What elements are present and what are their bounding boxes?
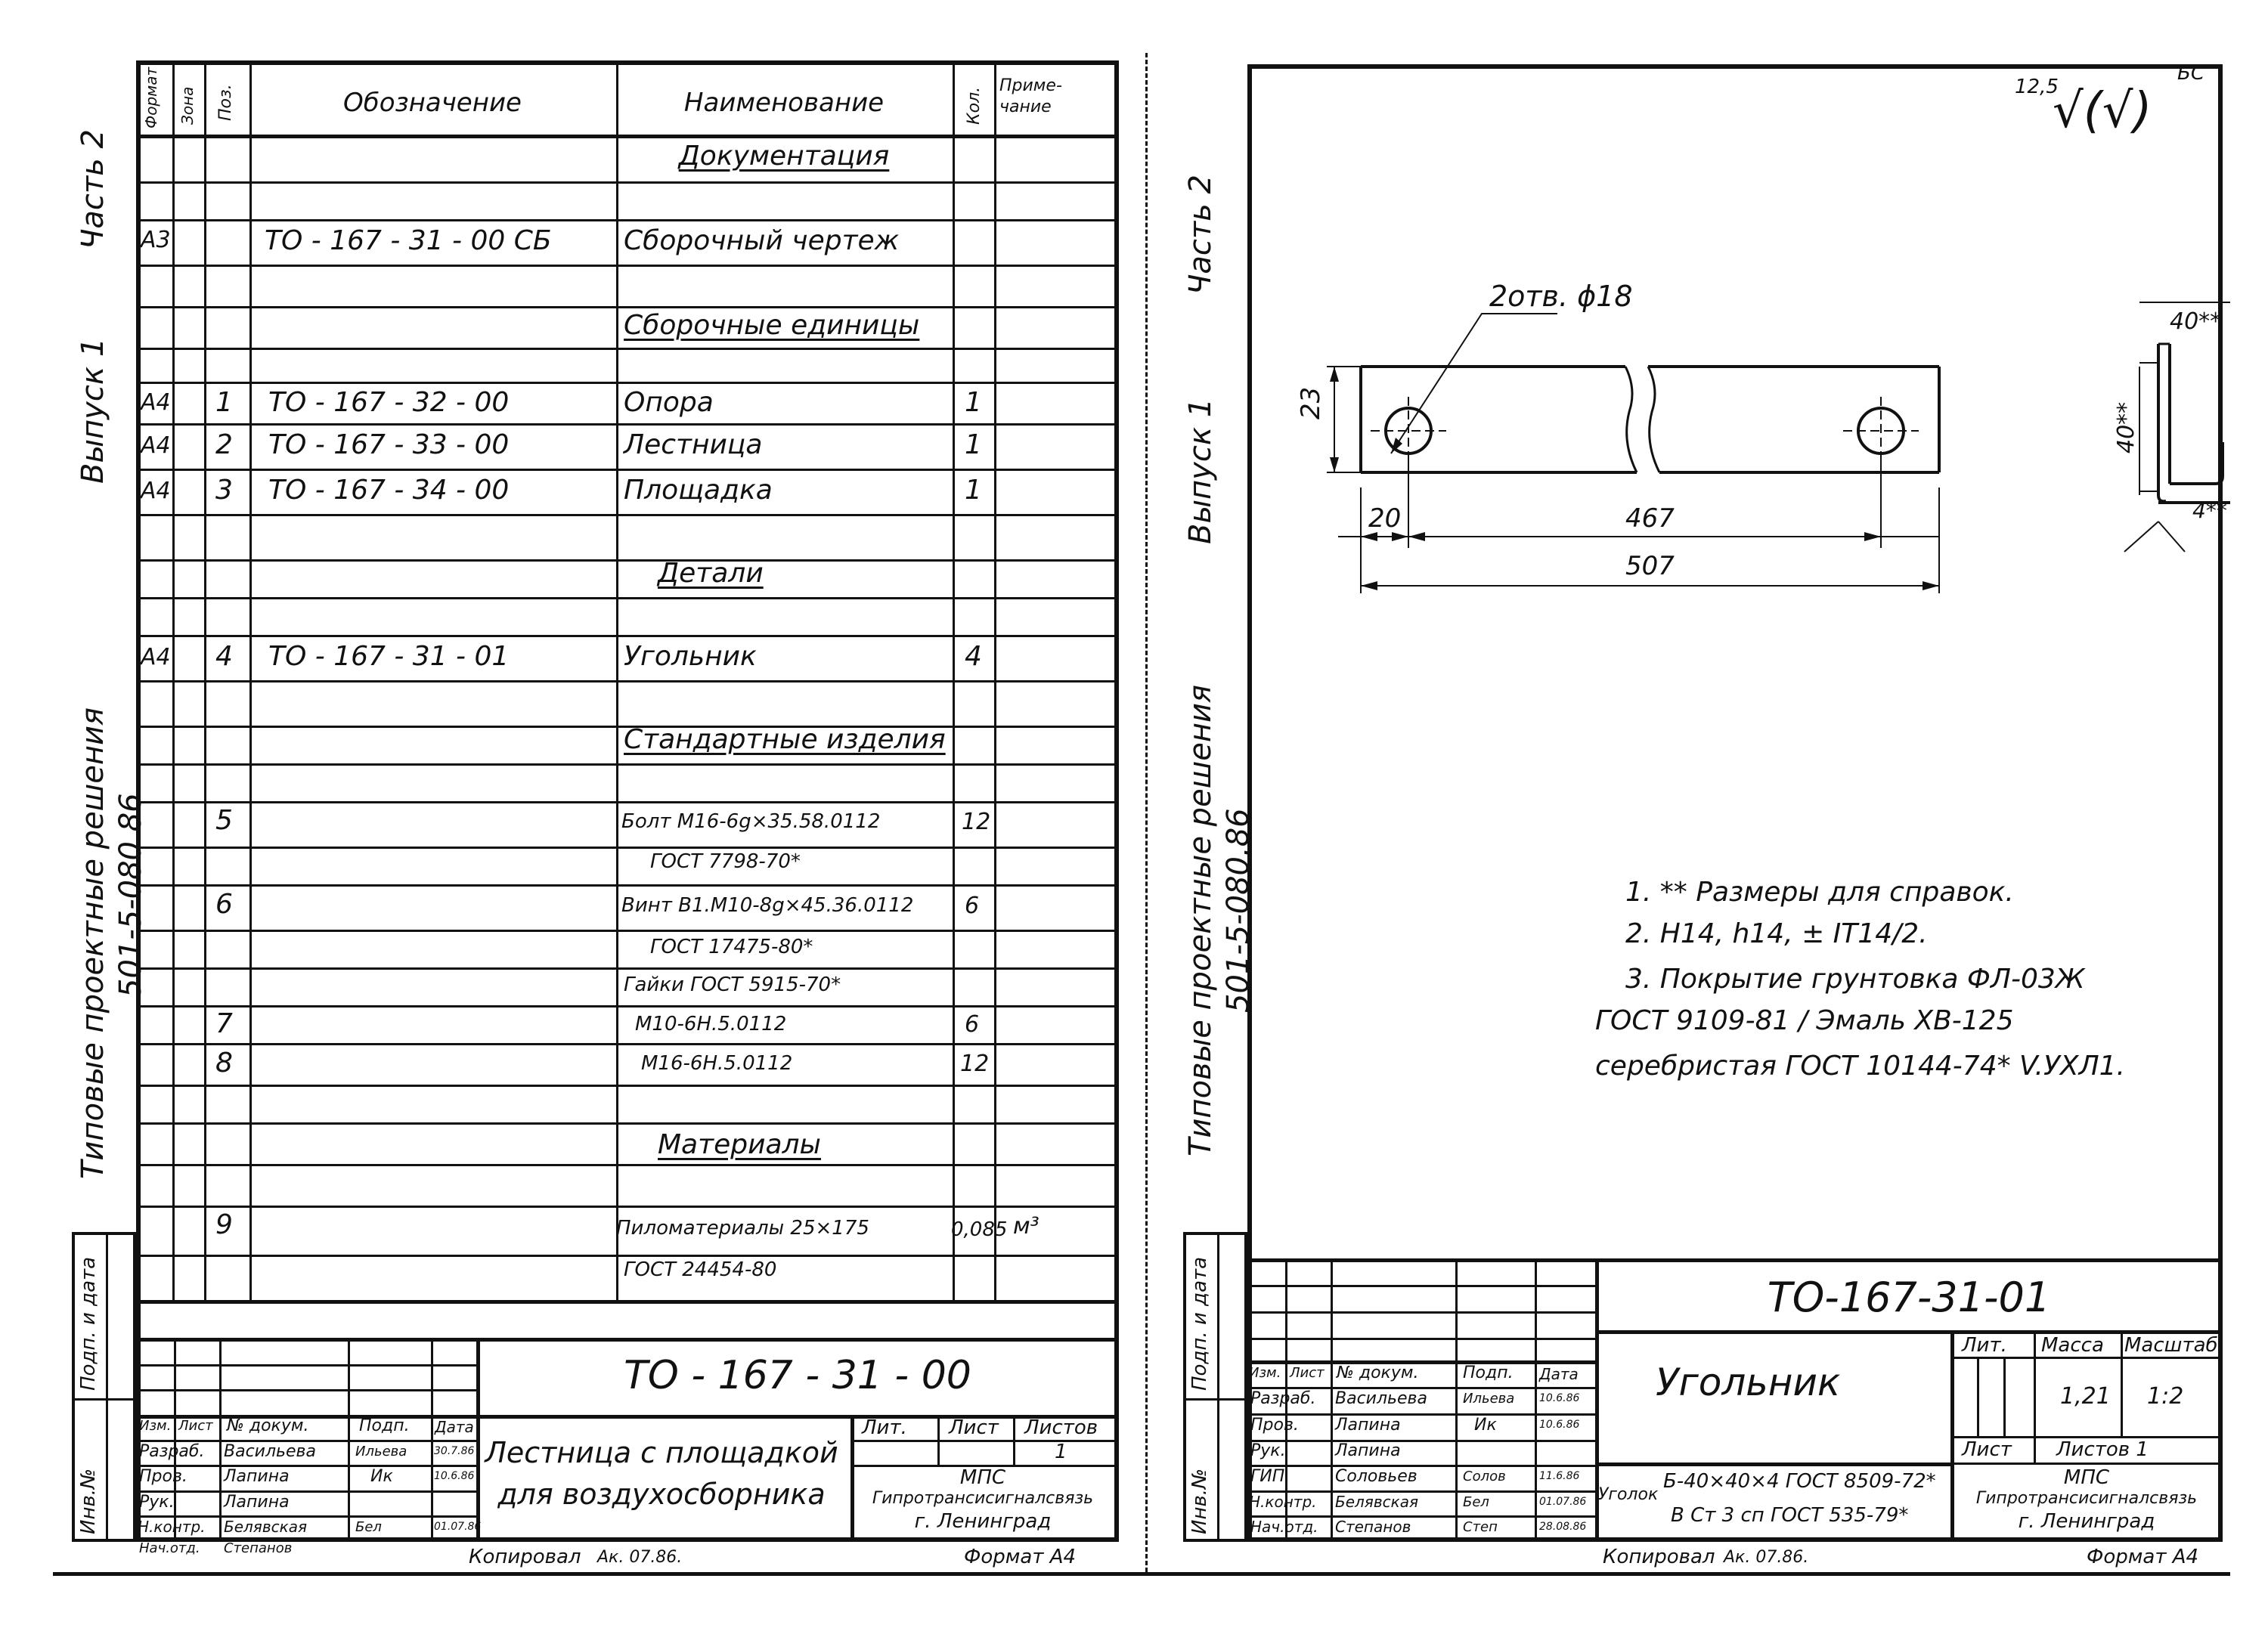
left-title-line1: Лестница с площадкой — [485, 1436, 838, 1469]
org-line2: Гипротрансисигналсвязь — [872, 1489, 1094, 1508]
spec-row-name: Пиломатериалы 25×175 — [616, 1217, 869, 1240]
spec-row-qty: 12 — [962, 809, 991, 835]
dim-flange-w: 40** — [2170, 308, 2222, 335]
stamp-role: ГИП — [1250, 1467, 1285, 1486]
stamp-sign: Бел — [1463, 1494, 1489, 1510]
spec-row-pos: 9 — [215, 1209, 233, 1240]
spec-row-format: А4 — [141, 389, 171, 416]
hdr-qty: Кол. — [965, 86, 984, 125]
note-line: 2. Н14, h14, ± IT14/2. — [1625, 918, 1928, 949]
stamp-col-label: Дата — [435, 1418, 474, 1436]
spec-row-name: Стандартные изделия — [624, 724, 946, 755]
stamp-name: Лапина — [224, 1493, 290, 1512]
left-side-part: Часть 2 — [76, 129, 110, 249]
stamp-date: 01.07.86 — [1539, 1496, 1587, 1508]
left-format: Формат А4 — [964, 1546, 1077, 1568]
stamp-date: 11.6.86 — [1539, 1470, 1580, 1482]
right-side-code: 501-5-080.86 — [1221, 808, 1256, 1013]
scale-label: Масштаб — [2124, 1334, 2218, 1357]
spec-row-pos: 5 — [215, 805, 233, 836]
spec-row-qty: 12 — [960, 1051, 990, 1077]
right-format: Формат А4 — [2087, 1546, 2199, 1568]
spec-row: Документация — [678, 141, 890, 172]
spec-row-pos: 6 — [215, 889, 233, 920]
stamp-name: Степанов — [1335, 1518, 1411, 1536]
material-line2: В Ст 3 сп ГОСТ 535-79* — [1671, 1504, 1909, 1527]
dim-edge: 20 — [1368, 503, 1402, 534]
right-side-part: Часть 2 — [1183, 175, 1218, 295]
left-side-code: 501-5-080.86 — [113, 793, 148, 998]
left-copied: Копировал — [469, 1546, 581, 1568]
hdr-name: Наименование — [683, 88, 885, 118]
material-line1: Б-40×40×4 ГОСТ 8509-72* — [1663, 1470, 1936, 1493]
spec-row-qty: 1 — [965, 387, 982, 418]
left-side-label-inv: Инв.№ — [77, 1468, 100, 1534]
lit-label: Лит. — [1962, 1334, 2007, 1357]
roughness-symbol: √(√) — [2053, 83, 2152, 139]
hdr-zone: Зона — [178, 86, 197, 125]
stamp-sign: Ик — [370, 1467, 393, 1486]
stamp-date: 30.7.86 — [434, 1445, 475, 1457]
spec-row-note: м³ — [1013, 1213, 1040, 1240]
stamp-role: Разраб. — [1250, 1389, 1316, 1408]
stamp-role: Нач.отд. — [1250, 1518, 1318, 1536]
spec-row-pos: 8 — [215, 1048, 233, 1079]
spec-row-format: А4 — [141, 478, 171, 504]
org-line1: МПС — [959, 1466, 1006, 1489]
sheet-label: Лист — [949, 1416, 999, 1439]
note-line: ГОСТ 9109-81 / Эмаль ХВ-125 — [1595, 1005, 2014, 1036]
spec-row-name: Площадка — [624, 475, 773, 506]
scale-value: 1:2 — [2147, 1383, 2184, 1410]
right-side-label-sign: Подп. и дата — [1188, 1256, 1211, 1391]
stamp-sign: Солов — [1463, 1469, 1506, 1484]
spec-row-format: А4 — [141, 644, 171, 670]
stamp-col-label: Подп. — [1463, 1363, 1514, 1382]
stamp-name: Лапина — [1335, 1416, 1401, 1435]
spec-row-name: ГОСТ 7798-70* — [650, 850, 801, 873]
left-copied-sign: Ак. 07.86. — [597, 1548, 683, 1567]
dim-length: 507 — [1625, 551, 1675, 581]
stamp-sign: Бел — [355, 1519, 382, 1535]
stamp-col-label: Изм. — [139, 1418, 172, 1434]
stamp-col-label: № докум. — [227, 1416, 309, 1435]
stamp-name: Белявская — [1335, 1493, 1418, 1511]
spec-row-name: Угольник — [624, 641, 757, 672]
holes-label: 2отв. ϕ18 — [1489, 280, 1633, 313]
left-side-label-sign: Подп. и дата — [77, 1256, 100, 1391]
spec-row-format: А3 — [141, 227, 171, 253]
corner-mark: БС — [2177, 62, 2204, 85]
mass-value: 1,21 — [2060, 1383, 2111, 1410]
stamp-date: 10.6.86 — [1539, 1392, 1580, 1404]
stamp-sign: Ик — [1474, 1416, 1497, 1435]
spec-row-name: Сборочные единицы — [624, 310, 920, 341]
page-baseline — [53, 1572, 2230, 1576]
stamp-name: Степанов — [224, 1540, 293, 1556]
stamp-sign: Ильева — [355, 1444, 407, 1459]
spec-row-qty: 0,085 — [951, 1218, 1008, 1241]
hdr-note: Приме-чание — [999, 76, 1062, 116]
spec-row-name: М10-6Н.5.0112 — [635, 1013, 787, 1035]
spec-row-pos: 4 — [215, 641, 233, 672]
spec-row-name: Материалы — [658, 1129, 821, 1160]
spec-row-format: А4 — [141, 432, 171, 459]
material-label: Уголок — [1598, 1485, 1659, 1504]
right-doc-number: ТО-167-31-01 — [1767, 1274, 2051, 1321]
right-copied-sign: Ак. 07.86. — [1724, 1548, 1809, 1567]
left-side-type: Типовые проектные решения — [76, 707, 110, 1179]
spec-row-pos: 1 — [215, 387, 233, 418]
stamp-role: Рук. — [139, 1493, 175, 1512]
spec-row-qty: 6 — [965, 893, 980, 919]
spec-row-name: Сборочный чертеж — [624, 225, 900, 256]
spec-row-qty: 1 — [965, 429, 982, 460]
sheet-label: Лист — [1962, 1438, 2012, 1461]
stamp-role: Разраб. — [139, 1442, 205, 1461]
hdr-designation: Обозначение — [343, 88, 522, 118]
spec-row-name: Детали — [658, 558, 764, 589]
stamp-role: Пров. — [1250, 1416, 1299, 1435]
spec-row-name: Болт М16-6g×35.58.0112 — [621, 810, 881, 833]
spec-row-designation: ТО - 167 - 34 - 00 — [268, 475, 510, 506]
stamp-sign: Степ — [1463, 1519, 1498, 1535]
stamp-name: Лапина — [224, 1467, 290, 1486]
spec-row-pos: 2 — [215, 429, 233, 460]
spec-row-designation: ТО - 167 - 31 - 00 СБ — [265, 225, 552, 256]
page-divider — [1145, 53, 1148, 1572]
stamp-col-label: Лист — [178, 1418, 213, 1434]
sheets-value: 1 — [1055, 1441, 1067, 1463]
right-side-type: Типовые проектные решения — [1183, 684, 1218, 1156]
stamp-sign: Ильева — [1463, 1391, 1515, 1407]
spec-row-pos: 3 — [215, 475, 233, 506]
org-line3: г. Ленинград — [914, 1510, 1052, 1533]
right-side-label-inv: Инв.№ — [1188, 1468, 1211, 1534]
hdr-pos: Поз. — [216, 84, 235, 121]
spec-row-qty: 1 — [965, 475, 982, 506]
spec-row-name: Гайки ГОСТ 5915-70* — [624, 973, 841, 996]
stamp-date: 10.6.86 — [434, 1470, 475, 1482]
lit-label: Лит. — [862, 1416, 907, 1439]
dim-holes: 467 — [1625, 503, 1675, 534]
stamp-name: Соловьев — [1335, 1467, 1418, 1486]
sheets-label: Листов 1 — [2056, 1438, 2149, 1461]
spec-row-qty: 6 — [965, 1011, 980, 1038]
note-line: 3. Покрытие грунтовка ФЛ-03Ж — [1625, 964, 2085, 995]
spec-row-name: Винт В1.М10-8g×45.36.0112 — [621, 894, 914, 917]
spec-row-designation: ТО - 167 - 31 - 01 — [268, 641, 510, 672]
stamp-role: Н.контр. — [138, 1518, 206, 1536]
spec-row-name: ГОСТ 24454-80 — [624, 1258, 777, 1281]
spec-row-name: Лестница — [624, 429, 763, 460]
stamp-col-label: Дата — [1539, 1365, 1579, 1383]
stamp-role: Н.контр. — [1249, 1493, 1317, 1511]
dim-thickness: 4** — [2192, 498, 2227, 523]
org-line2: Гипротрансисигналсвязь — [1975, 1489, 2198, 1508]
mass-label: Масса — [2041, 1334, 2104, 1357]
angle-drawing — [1247, 64, 2227, 669]
spec-row-name: М16-6Н.5.0112 — [641, 1052, 793, 1075]
spec-row-qty: 4 — [965, 641, 982, 672]
org-line1: МПС — [2063, 1466, 2110, 1489]
stamp-name: Васильева — [224, 1442, 316, 1461]
note-line: серебристая ГОСТ 10144-74* V.УХЛ1. — [1595, 1051, 2125, 1082]
stamp-name: Белявская — [224, 1518, 307, 1536]
spec-row-designation: ТО - 167 - 32 - 00 — [268, 387, 510, 418]
stamp-date: 10.6.86 — [1539, 1419, 1580, 1431]
stamp-col-label: Подп. — [359, 1416, 410, 1435]
right-title: Угольник — [1656, 1360, 1841, 1404]
stamp-date: 28.08.86 — [1539, 1521, 1587, 1533]
dim-height: 23 — [1296, 386, 1326, 419]
stamp-role: Рук. — [1250, 1441, 1286, 1460]
stamp-col-label: Лист — [1290, 1365, 1325, 1381]
right-side-issue: Выпуск 1 — [1183, 398, 1218, 544]
hdr-format: Формат — [142, 67, 160, 128]
stamp-name: Васильева — [1335, 1389, 1427, 1408]
stamp-col-label: № докум. — [1337, 1363, 1419, 1382]
right-copied: Копировал — [1603, 1546, 1715, 1568]
roughness-value: 12,5 — [2015, 76, 2059, 98]
left-doc-number: ТО - 167 - 31 - 00 — [624, 1353, 971, 1398]
spec-row-designation: ТО - 167 - 33 - 00 — [268, 429, 510, 460]
org-line3: г. Ленинград — [2018, 1510, 2155, 1533]
left-title-line2: для воздухосборника — [497, 1478, 826, 1511]
stamp-col-label: Изм. — [1249, 1365, 1281, 1381]
spec-row-pos: 7 — [215, 1008, 233, 1039]
stamp-date: 01.07.86 — [434, 1521, 482, 1533]
dim-flange-h: 40** — [2113, 401, 2139, 453]
left-side-issue: Выпуск 1 — [76, 337, 110, 484]
sheets-label: Листов — [1024, 1416, 1098, 1439]
spec-row-name: ГОСТ 17475-80* — [650, 936, 813, 958]
note-line: 1. ** Размеры для справок. — [1625, 877, 2014, 908]
stamp-role: Нач.отд. — [139, 1540, 200, 1556]
stamp-role: Пров. — [139, 1467, 187, 1486]
spec-row-name: Опора — [624, 387, 714, 418]
stamp-name: Лапина — [1335, 1441, 1401, 1460]
